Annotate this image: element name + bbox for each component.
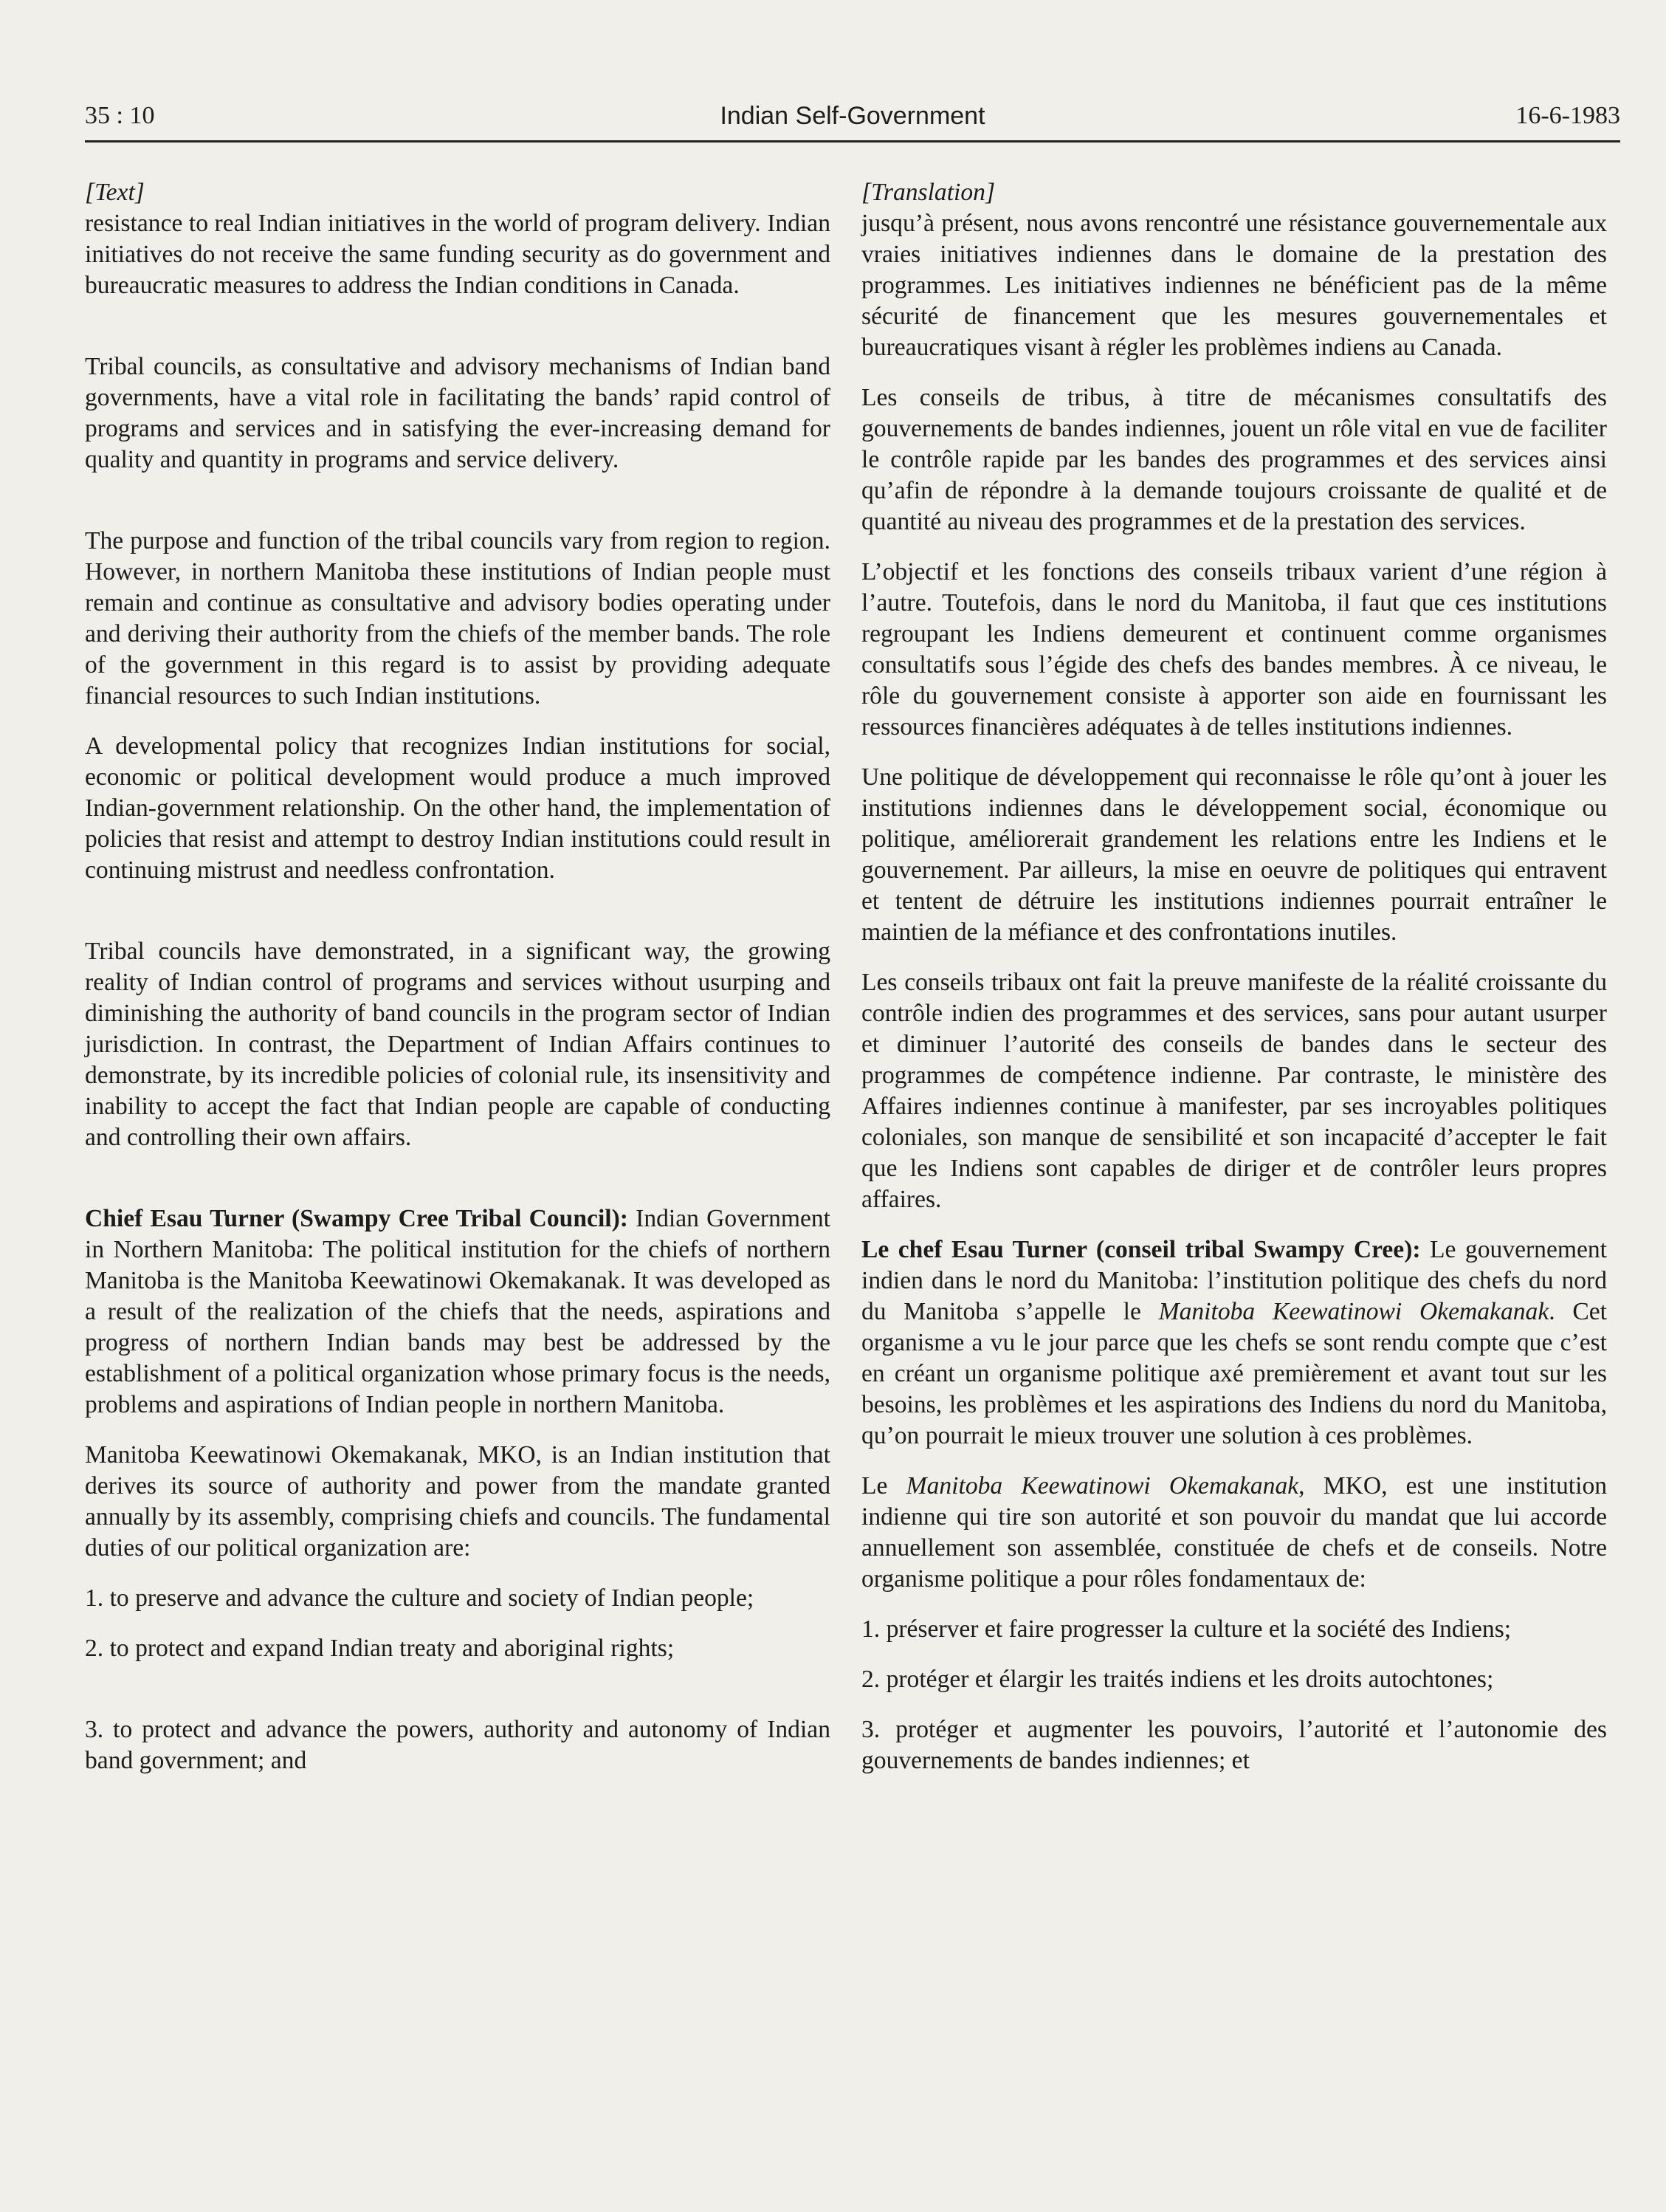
paragraph-text: Le gouvernement indien dans le nord du Manitoba: l’institution politique des chefs du nord du Manitoba s’appelle le [861, 1236, 1608, 1325]
list-item: 1. to preserve and advance the culture and society of Indian people; [85, 1584, 754, 1612]
page-title: Indian Self-Government [720, 102, 985, 130]
french-column [861, 177, 1607, 1776]
english-column [85, 177, 830, 1776]
organization-name: Manitoba Keewatinowi Okemakanak [1158, 1298, 1549, 1325]
paragraph [861, 1471, 1607, 1595]
paragraph: L’objectif et les fonctions des conseils tribaux varient d’une région à l’autre. Toutefois, dans le nord du Manitoba, il faut que ces institutions regroupant les Indiens demeurent et continuent comme organismes consultatifs sous l’égide des chefs des bandes membres. À ce niveau, le rôle du gouvernement consiste à apporter son aide en fournissant les ressources financières adéquates à de telles institutions indiennes. [861, 558, 1607, 741]
paragraph: Tribal councils have demonstrated, in a significant way, the growing reality of Indian control of programs and services without usurping and diminishing the authority of band councils in the program sector of Indian jurisdiction. In contrast, the Department of Indian Affairs continues to demonstrate, by its incredible policies of colonial rule, its insensitivity and inability to accept the fact that Indian people are capable of conducting and controlling their own affairs. [85, 938, 830, 1151]
paragraph: resistance to real Indian initiatives in the world of program delivery. Indian initiatives do not receive the same funding security as do government and bureaucratic measures to address the Indian conditions in Canada. [85, 210, 830, 299]
paragraph: A developmental policy that recognizes Indian institutions for social, economic or political development would produce a much improved Indian-government relationship. On the other hand, the implementation of policies that resist and attempt to destroy Indian institutions could result in continuing mistrust and needless confrontation. [85, 732, 830, 884]
column-label: [Text] [85, 179, 145, 206]
organization-name: Manitoba Keewatinowi Okemakanak [906, 1472, 1299, 1500]
paragraph-text: . Cet organisme a vu le jour parce que les chefs se sont rendu compte que c’est en créant un organisme politique axé premièrement et avant tout sur les besoins, les problèmes et les aspirations des Indiens du nord du Manitoba, qu’on pourrait le mieux trouver une solution à ces problèmes. [861, 1298, 1608, 1449]
paragraph: Les conseils de tribus, à titre de mécanismes consultatifs des gouvernements de bandes indiennes, jouent un rôle vital en vue de faciliter le contrôle rapide par les bandes des programmes et des services ainsi qu’afin de répondre à la demande toujours croissante de qualité et de quantité au niveau des programmes et de la prestation des services. [861, 384, 1607, 535]
list-item: 3. protéger et augmenter les pouvoirs, l’autorité et l’autonomie des gouvernements de bandes indiennes; et [861, 1716, 1607, 1774]
paragraph-text: , MKO, est une institution indienne qui tire son autorité et son pouvoir du mandat que lui accorde annuellement son assemblée, constituée de chefs et de conseils. Notre organisme politique a pour rôles fondamentaux de: [861, 1472, 1608, 1593]
speaker-name: Chief Esau Turner (Swampy Cree Tribal Council): [85, 1205, 628, 1232]
running-header [85, 102, 1620, 142]
list-item: 2. protéger et élargir les traités indiens et les droits autochtones; [861, 1666, 1494, 1693]
list-item: 2. to protect and expand Indian treaty and aboriginal rights; [85, 1635, 675, 1662]
paragraph-text: Le [861, 1472, 906, 1500]
paragraph: Une politique de développement qui reconnaisse le rôle qu’ont à jouer les institutions indiennes dans le développement social, économique ou politique, améliorerait grandement les relations entre les Indiens et le gouvernement. Par ailleurs, la mise en oeuvre de politiques qui entravent et tentent de détruire les institutions indiennes pourrait entraîner le maintien de la méfiance et des confrontations inutiles. [861, 763, 1607, 946]
list-item: 3. to protect and advance the powers, authority and autonomy of Indian band government; and [85, 1716, 830, 1774]
column-label: [Translation] [861, 179, 996, 206]
speaker-name: Le chef Esau Turner (conseil tribal Swampy Cree): [861, 1236, 1421, 1263]
paragraph-text: Indian Government in Northern Manitoba: The political institution for the chiefs of northern Manitoba is the Manitoba Keewatinowi Okemakanak. It was developed as a result of the realization of the chiefs that the needs, aspirations and progress of northern Indian bands may best be addressed by the establishment of a political organization whose primary focus is the needs, problems and aspirations of Indian people in northern Manitoba. [85, 1205, 830, 1418]
paragraph: The purpose and function of the tribal councils vary from region to region. However, in northern Manitoba these institutions of Indian people must remain and continue as consultative and advisory bodies operating under and deriving their authority from the chiefs of the member bands. The role of the government in this regard is to assist by providing adequate financial resources to such Indian institutions. [85, 527, 830, 710]
list-item: 1. préserver et faire progresser la culture et la société des Indiens; [861, 1615, 1512, 1643]
paragraph: jusqu’à présent, nous avons rencontré une résistance gouvernementale aux vraies initiatives indiennes dans le domaine de la prestation des programmes. Les initiatives indiennes ne bénéficient pas de la même sécurité de financement que les mesures gouvernementales et bureaucratiques visant à régler les problèmes indiens au Canada. [861, 210, 1607, 361]
page-date: 16-6-1983 [1515, 102, 1620, 129]
paragraph: Manitoba Keewatinowi Okemakanak, MKO, is an Indian institution that derives its source of authority and power from the mandate granted annually by its assembly, comprising chiefs and councils. The fundamental duties of our political organization are: [85, 1441, 830, 1562]
paragraph: Tribal councils, as consultative and advisory mechanisms of Indian band governments, have a vital role in facilitating the bands’ rapid control of programs and services and in satisfying the ever-increasing demand for quality and quantity in programs and service delivery. [85, 353, 830, 473]
page-number: 35 : 10 [85, 102, 155, 129]
paragraph: Les conseils tribaux ont fait la preuve manifeste de la réalité croissante du contrôle indien des programmes et des services, sans pour autant usurper et diminuer l’autorité des conseils de bandes dans le secteur des programmes de compétence indienne. Par contraste, le ministère des Affaires indiennes continue à manifester, par ses incroyables politiques coloniales, son manque de sensibilité et son incapacité d’accepter le fait que les Indiens sont capables de diriger et de contrôler leurs propres affaires. [861, 969, 1607, 1213]
paragraph [861, 1234, 1607, 1452]
paragraph [85, 1203, 830, 1421]
